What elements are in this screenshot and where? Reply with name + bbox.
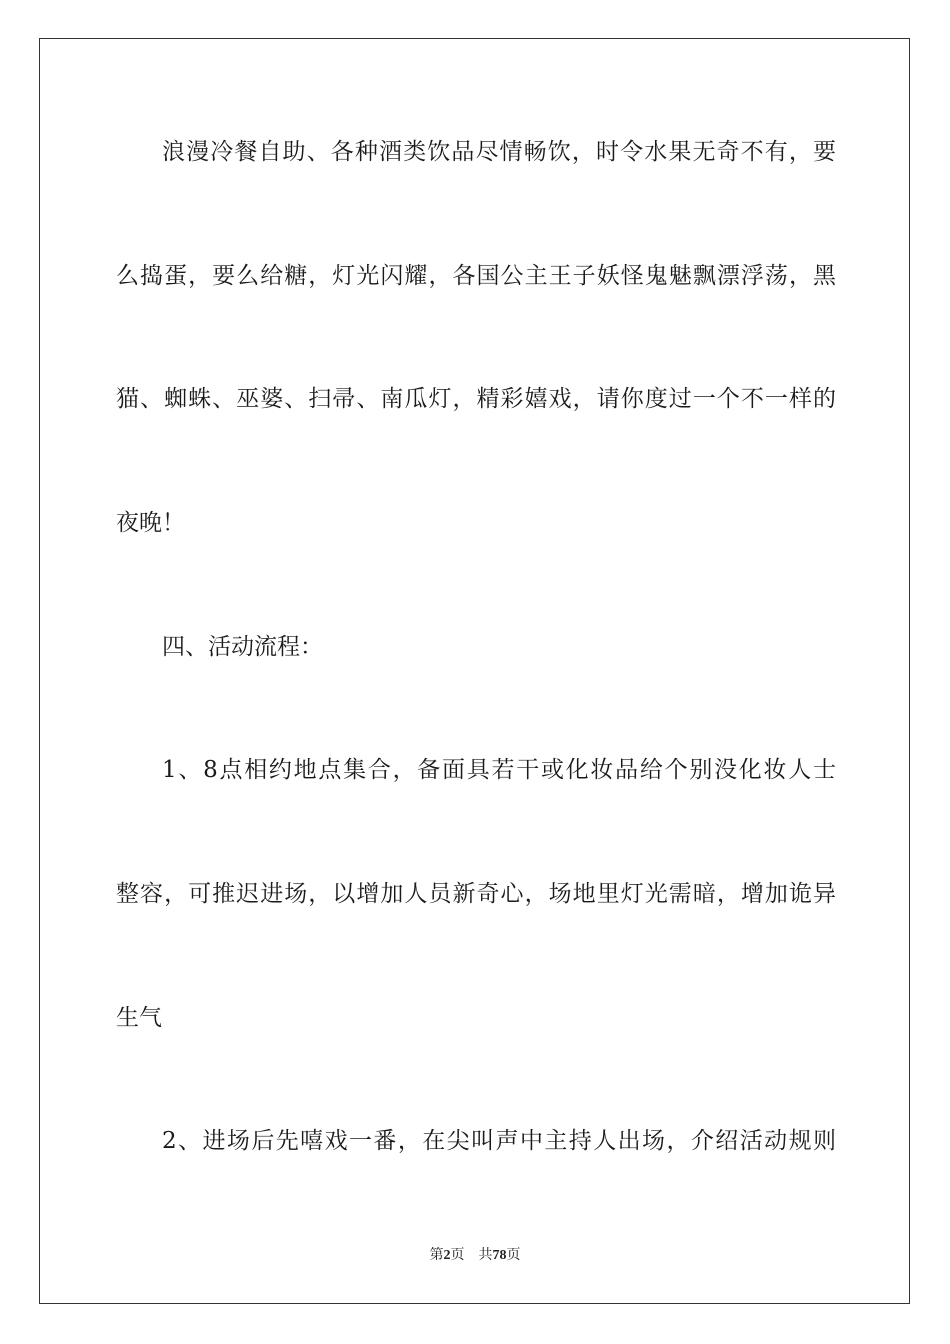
paragraph-1-line-4: 夜晚！ [116, 510, 185, 536]
footer-total-prefix: 共 [478, 1248, 493, 1263]
footer-page-prefix: 第 [429, 1248, 444, 1263]
footer-page-current: 2 [443, 1248, 451, 1263]
footer-total-suffix: 页 [506, 1248, 521, 1263]
footer-page-total: 78 [492, 1248, 507, 1263]
paragraph-4-line-1: 2、进场后先嘻戏一番，在尖叫声中主持人出场，介绍活动规则 [162, 1128, 836, 1154]
paragraph-3-line-2: 整容，可推迟进场，以增加人员新奇心，场地里灯光需暗，增加诡异 [116, 881, 836, 907]
page-border [39, 38, 910, 1304]
paragraph-3-line-1: 1、8点相约地点集合，备面具若干或化妆品给个别没化妆人士 [162, 757, 836, 783]
paragraph-1-line-3: 猫、蜘蛛、巫婆、扫帚、南瓜灯，精彩嬉戏，请你度过一个不一样的 [116, 386, 836, 412]
paragraph-1-line-2: 么捣蛋，要么给糖，灯光闪耀，各国公主王子妖怪鬼魅飘漂浮荡，黑 [116, 263, 836, 289]
footer-page-suffix: 页 [450, 1248, 465, 1263]
page-footer [0, 1247, 950, 1265]
paragraph-3-line-3: 生气 [116, 1005, 162, 1031]
paragraph-1-line-1: 浪漫冷餐自助、各种酒类饮品尽情畅饮，时令水果无奇不有，要 [162, 139, 836, 165]
section-heading: 四、活动流程： [162, 634, 323, 660]
